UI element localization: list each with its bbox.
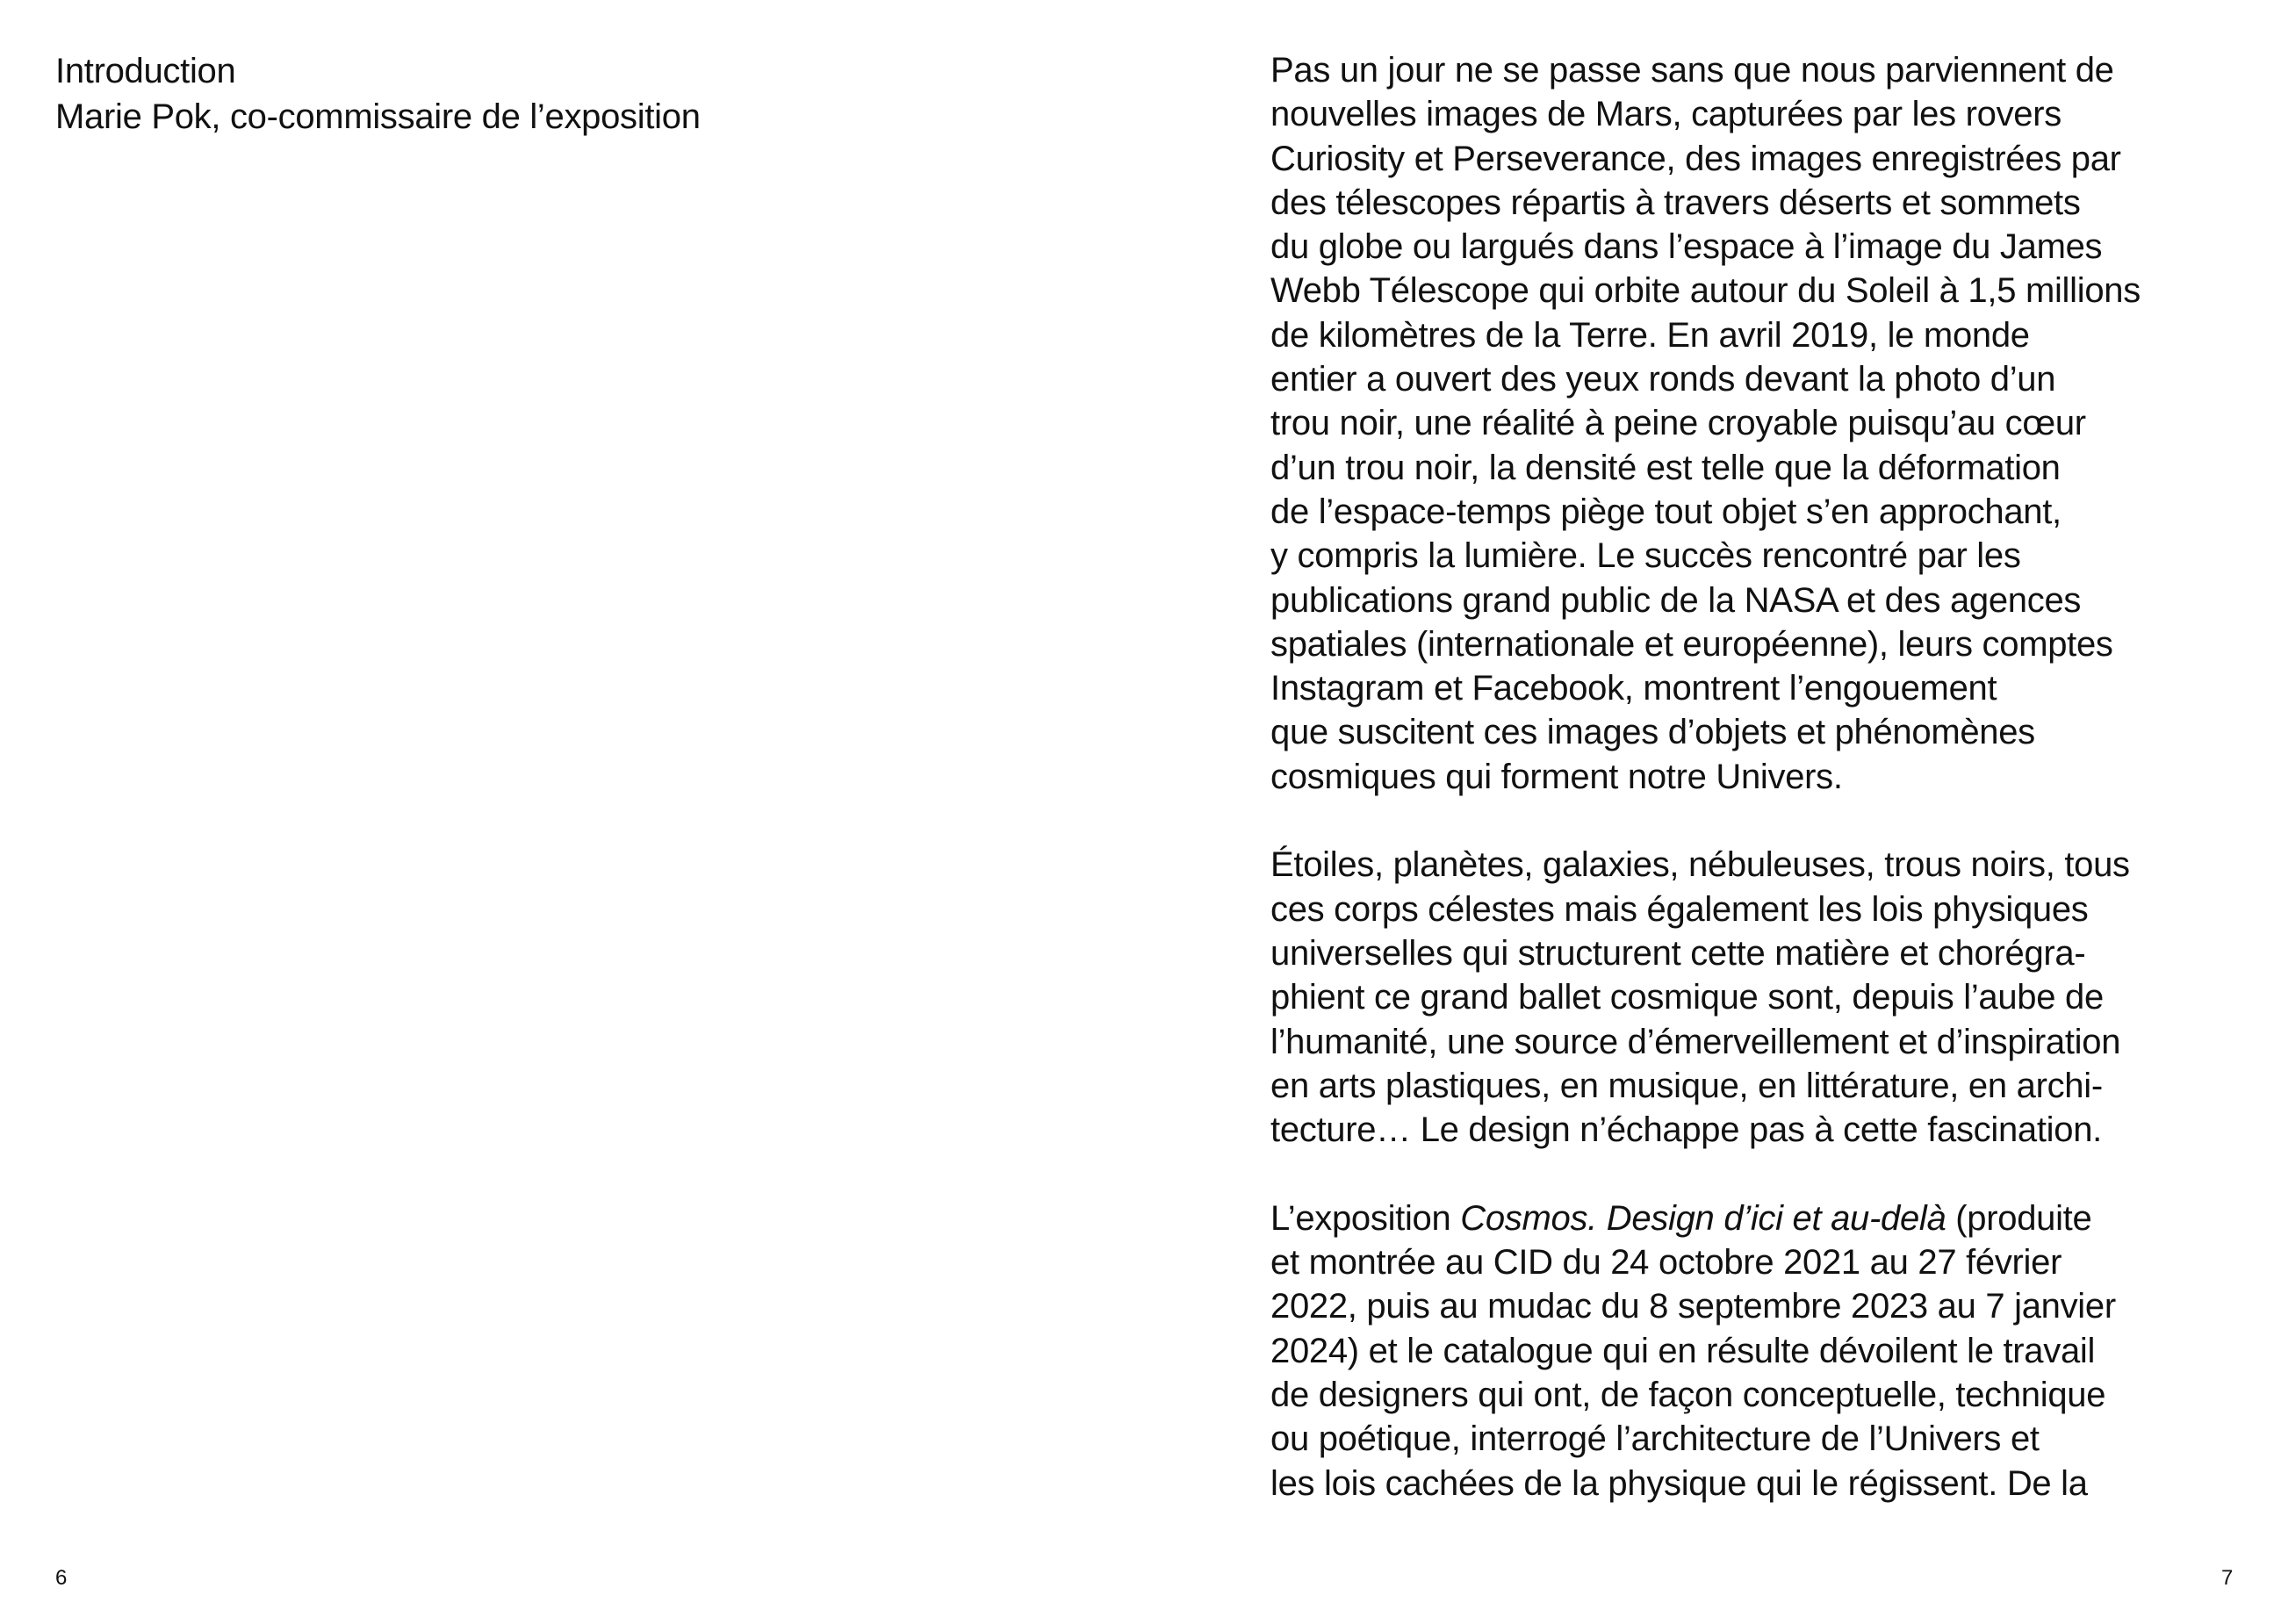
text-line: Instagram et Facebook, montrent l’engouement <box>1270 669 1997 708</box>
text-line: que suscitent ces images d’objets et phénomènes <box>1270 713 2035 752</box>
page-number-right: 7 <box>2221 1566 2234 1590</box>
text-line: trou noir, une réalité à peine croyable puisqu’au cœur <box>1270 404 2086 443</box>
text-line: y compris la lumière. Le succès rencontré par les <box>1270 536 2021 576</box>
paragraph-gap <box>1270 799 2236 843</box>
page-number-left: 6 <box>55 1566 68 1590</box>
text-line: de designers qui ont, de façon conceptuelle, technique <box>1270 1375 2106 1414</box>
text-line: publications grand public de la NASA et des agences <box>1270 580 2082 620</box>
line-suffix: (produite <box>1946 1198 2092 1238</box>
text-line: l’humanité, une source d’émerveillement et d’inspiration <box>1270 1022 2121 1061</box>
text-line: et montrée au CID du 24 octobre 2021 au 27 février <box>1270 1243 2062 1283</box>
paragraph-gap <box>1270 1152 2236 1196</box>
text-line: Étoiles, planètes, galaxies, nébuleuses, trous noirs, tous <box>1270 845 2130 885</box>
author-line: Marie Pok, co-commissaire de l’exposition <box>55 97 701 136</box>
paragraph-1 <box>1270 48 2236 799</box>
text-line: entier a ouvert des yeux ronds devant la photo d’un <box>1270 360 2056 399</box>
text-line: 2022, puis au mudac du 8 septembre 2023 au 7 janvier <box>1270 1287 2116 1326</box>
text-line: tecture… Le design n’échappe pas à cette fascination. <box>1270 1110 2102 1150</box>
text-line: Webb Télescope qui orbite autour du Soleil à 1,5 millions <box>1270 271 2141 311</box>
text-line: ces corps célestes mais également les lois physiques <box>1270 889 2089 929</box>
text-line: de l’espace-temps piège tout objet s’en approchant, <box>1270 492 2062 531</box>
text-line: des télescopes répartis à travers déserts et sommets <box>1270 183 2081 222</box>
paragraph-2 <box>1270 843 2236 1152</box>
exhibition-title: Cosmos. Design d’ici et au-delà <box>1460 1198 1946 1238</box>
section-title: Introduction <box>55 52 236 90</box>
text-line: d’un trou noir, la densité est telle que la déformation <box>1270 448 2061 487</box>
text-line: nouvelles images de Mars, capturées par les rovers <box>1270 95 2062 134</box>
paragraph-3 <box>1270 1196 2236 1505</box>
text-line: en arts plastiques, en musique, en littérature, en archi- <box>1270 1066 2103 1105</box>
text-line: spatiales (internationale et européenne), leurs comptes <box>1270 624 2113 664</box>
text-line <box>1270 1196 2236 1240</box>
body-text <box>1270 48 2236 1505</box>
text-line: du globe ou largués dans l’espace à l’image du James <box>1270 227 2103 267</box>
text-line: phient ce grand ballet cosmique sont, depuis l’aube de <box>1270 978 2104 1017</box>
text-line: les lois cachées de la physique qui le régissent. De la <box>1270 1463 2088 1503</box>
text-line: universelles qui structurent cette matière et chorégra- <box>1270 933 2086 973</box>
text-line: cosmiques qui forment notre Univers. <box>1270 757 1843 796</box>
text-line: Curiosity et Perseverance, des images enregistrées par <box>1270 139 2121 178</box>
text-line: 2024) et le catalogue qui en résulte dévoilent le travail <box>1270 1331 2096 1370</box>
text-line: de kilomètres de la Terre. En avril 2019, le monde <box>1270 315 2030 355</box>
text-line: Pas un jour ne se passe sans que nous parviennent de <box>1270 51 2114 90</box>
chapter-header <box>55 48 1021 140</box>
text-line: ou poétique, interrogé l’architecture de l’Univers et <box>1270 1419 2040 1459</box>
line-prefix: L’exposition <box>1270 1198 1461 1238</box>
